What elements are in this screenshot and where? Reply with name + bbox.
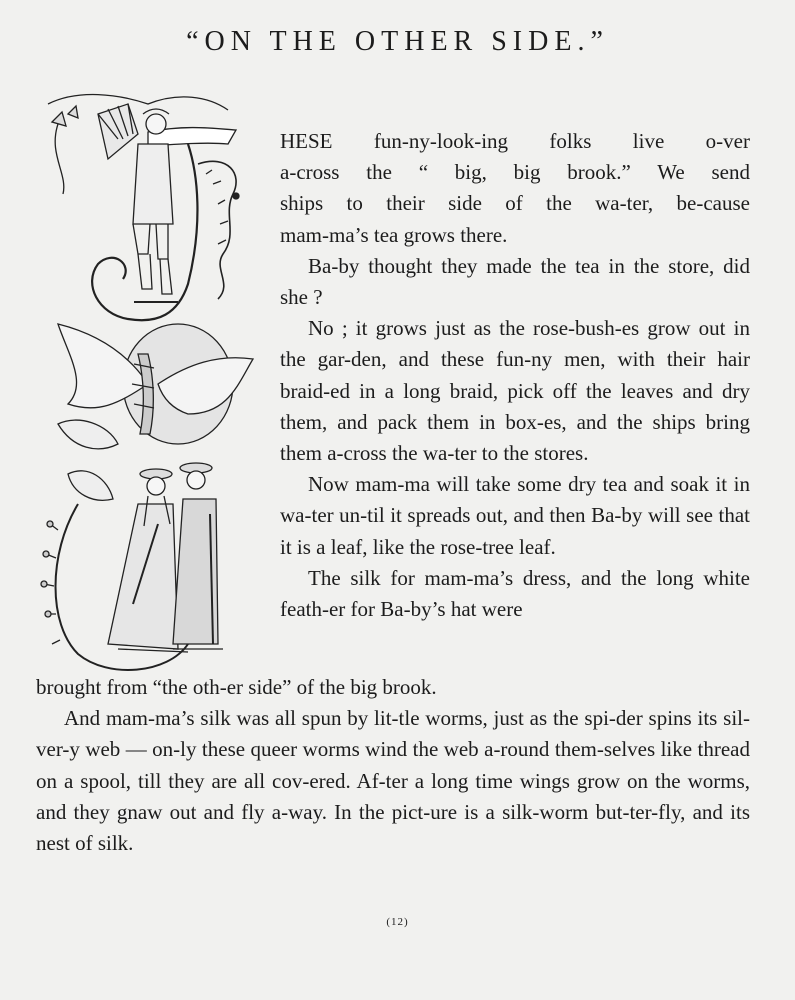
paragraph-3: No ; it grows just as the rose-bush-es grow out in the gar-den, and these fun-ny men, with their hair braid-ed in a long braid, pick off the leaves and dry them, and pack them in box-es, and the ships bring them a-cross the wa-ter to the stores. — [280, 316, 750, 466]
drop-cap-illustration — [38, 84, 262, 680]
paragraph-5-start: The silk for mam-ma’s dress, and the long white feath-er for Ba-by’s hat were — [280, 565, 750, 622]
paragraph-4: Now mam-ma will take some dry tea and soak it in wa-ter un-til it spreads out, and then Ba-by will see that it is a leaf, like the rose-tree leaf. — [280, 472, 750, 559]
paragraph-6: And mam-ma’s silk was all spun by lit-tle worms, just as the spi-der spins its sil-ver-y web — on-ly these queer worms wind the web a-round them-selves like thread on a spool, till they are all cov-ered. Af-ter a long time wings grow on the worms, and they gnaw out and fly a-way. In the pict-ure is a silk-worm but-ter-fly, and its nest of silk. — [36, 706, 750, 856]
paragraph-2: Ba-by thought they made the tea in the store, did she ? — [280, 253, 750, 310]
p1-line-4: mam-ma’s tea grows there. — [280, 222, 508, 247]
p1-line-1: HESE fun-ny-look-ing folks live o-ver — [280, 129, 750, 153]
page-number: (12) — [386, 916, 409, 928]
p1-line-3: ships to their side of the wa-ter, be-cause — [280, 191, 750, 216]
upper-text-block — [280, 126, 750, 625]
lower-text-block — [36, 672, 750, 859]
p1-line-2: a-cross the “ big, big brook.” We send — [280, 160, 750, 185]
page-title: “ON THE OTHER SIDE.” — [186, 26, 609, 57]
paragraph-5-end: brought from “the oth-er side” of the big brook. — [36, 675, 437, 699]
